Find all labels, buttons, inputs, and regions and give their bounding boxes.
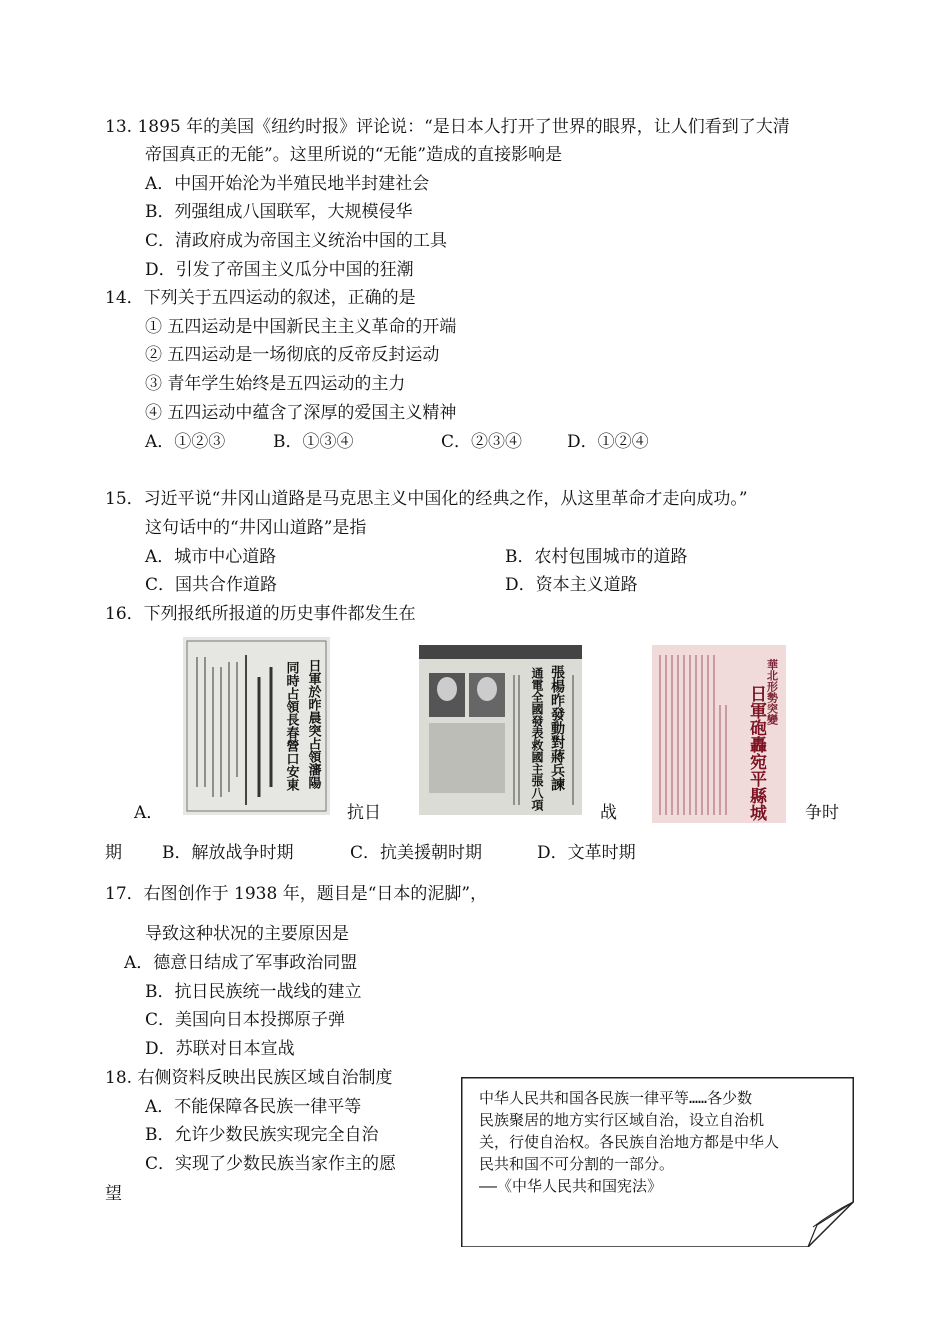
quote-line-3: 关，行使自治权。各民族自治地方都是中华人 bbox=[479, 1133, 780, 1151]
q16-option-a-text-3: 争时 bbox=[805, 803, 839, 823]
q16-stem: 16．下列报纸所报道的历史事件都发生在 bbox=[105, 604, 416, 624]
q17-option-d: D．苏联对日本宣战 bbox=[145, 1039, 295, 1059]
q17-option-a: A．德意日结成了军事政治同盟 bbox=[124, 953, 358, 973]
q15-option-c: C．国共合作道路 bbox=[145, 575, 278, 595]
newspaper-image-2 bbox=[419, 645, 582, 815]
q16-option-c: C．抗美援朝时期 bbox=[350, 843, 483, 863]
newspaper-1-subheadline: 同時占領長春營口安東 bbox=[283, 661, 299, 791]
q16-option-b: B．解放战争时期 bbox=[162, 843, 294, 863]
newspaper-image-3 bbox=[652, 645, 786, 823]
q15-option-a: A．城市中心道路 bbox=[145, 547, 277, 567]
newspaper-3-headline: 日軍砲轟宛平縣城 bbox=[746, 685, 766, 821]
q13-option-d: D．引发了帝国主义瓜分中国的狂潮 bbox=[145, 260, 414, 280]
q16-option-a-text-4: 期 bbox=[105, 843, 122, 863]
q14-option-c: C．②③④ bbox=[441, 432, 523, 452]
q14-statement-1: ① 五四运动是中国新民主主义革命的开端 bbox=[145, 317, 457, 337]
q15-stem-line1: 15．习近平说“井冈山道路是马克思主义中国化的经典之作，从这里革命才走向成功。” bbox=[105, 489, 748, 509]
q18-option-b: B．允许少数民族实现完全自治 bbox=[145, 1125, 379, 1145]
q17-option-c: C．美国向日本投掷原子弹 bbox=[145, 1010, 346, 1030]
q14-statement-4: ④ 五四运动中蕴含了深厚的爱国主义精神 bbox=[145, 403, 457, 423]
quote-source: ——《中华人民共和国宪法》 bbox=[479, 1177, 663, 1195]
newspaper-1-masthead: 全國民衆同起救國 bbox=[187, 813, 195, 814]
q14-option-d: D．①②④ bbox=[567, 432, 649, 452]
q18-option-c: C．实现了少数民族当家作主的愿 bbox=[145, 1154, 397, 1174]
q14-option-b: B．①③④ bbox=[273, 432, 354, 452]
q14-stem: 14．下列关于五四运动的叙述，正确的是 bbox=[105, 288, 416, 308]
q14-option-a: A．①②③ bbox=[145, 432, 226, 452]
newspaper-2-headline: 張楊昨發動對蔣兵諫 bbox=[549, 665, 565, 791]
q13-option-a: A．中国开始沦为半殖民地半封建社会 bbox=[145, 174, 430, 194]
q17-stem-line2: 导致这种状况的主要原因是 bbox=[145, 924, 349, 944]
quote-line-1: 中华人民共和国各民族一律平等……各少数 bbox=[479, 1089, 753, 1107]
q16-option-d: D．文革时期 bbox=[537, 843, 636, 863]
quote-line-2: 民族聚居的地方实行区域自治，设立自治机 bbox=[479, 1111, 765, 1129]
q13-option-b: B．列强组成八国联军，大规模侵华 bbox=[145, 202, 413, 222]
newspaper-2-subheadline: 通電全國發表救國主張八項 bbox=[530, 667, 544, 811]
q18-option-a: A．不能保障各民族一律平等 bbox=[145, 1097, 362, 1117]
q16-option-a-text-2: 战 bbox=[600, 803, 617, 823]
q15-option-d: D．资本主义道路 bbox=[505, 575, 638, 595]
q18-option-c-wrap: 望 bbox=[105, 1184, 122, 1204]
q15-option-b: B．农村包围城市的道路 bbox=[505, 547, 688, 567]
q14-statement-3: ③ 青年学生始终是五四运动的主力 bbox=[145, 374, 406, 394]
q17-option-b: B．抗日民族统一战线的建立 bbox=[145, 982, 362, 1002]
newspaper-2-masthead: 爭取中華民族生存 bbox=[423, 813, 431, 814]
q16-option-a-label: A． bbox=[134, 803, 164, 823]
q14-statement-2: ② 五四运动是一场彻底的反帝反封运动 bbox=[145, 345, 440, 365]
q13-stem-line1: 13. 1895 年的美国《纽约时报》评论说：“是日本人打开了世界的眼界，让人们看到了大清 bbox=[105, 117, 790, 137]
newspaper-image-1 bbox=[183, 637, 330, 815]
quote-line-4: 民共和国不可分割的一部分。 bbox=[479, 1155, 675, 1173]
q18-stem: 18. 右侧资料反映出民族区域自治制度 bbox=[105, 1068, 393, 1088]
q17-stem: 17．右图创作于 1938 年，题目是“日本的泥脚”， bbox=[105, 884, 488, 904]
q15-stem-line2: 这句话中的“井冈山道路”是指 bbox=[145, 518, 367, 538]
constitution-quote-box bbox=[461, 1077, 854, 1247]
newspaper-3-subheadline: 華北形勢突變 bbox=[765, 659, 779, 725]
q13-stem-line2: 帝国真正的无能”。这里所说的“无能”造成的直接影响是 bbox=[145, 145, 563, 165]
q16-option-a-text-1: 抗日 bbox=[347, 803, 381, 823]
newspaper-1-headline: 日軍於昨晨突占領瀋陽 bbox=[305, 659, 321, 789]
q13-option-c: C．清政府成为帝国主义统治中国的工具 bbox=[145, 231, 448, 251]
